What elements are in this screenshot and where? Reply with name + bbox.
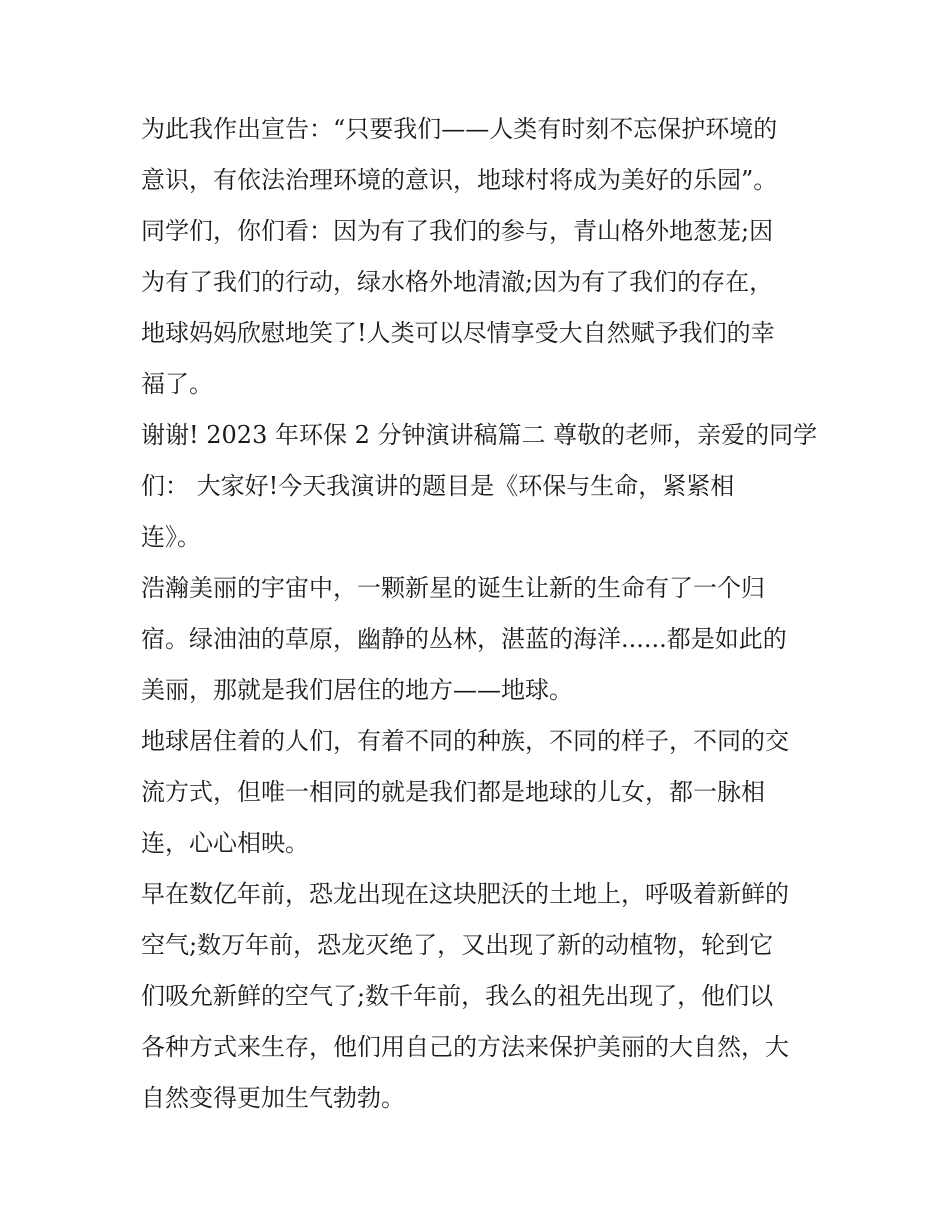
text-line: 谢谢! 2023 年环保 2 分钟演讲稿篇二 尊敬的老师，亲爱的同学 [141, 421, 818, 449]
text-line: 为有了我们的行动，绿水格外地清澈;因为有了我们的存在， [141, 268, 774, 296]
text-line: 福了。 [141, 370, 213, 398]
text-line: 浩瀚美丽的宇宙中，一颗新星的诞生让新的生命有了一个归 [141, 574, 765, 602]
text-line: 空气;数万年前，恐龙灭绝了，又出现了新的动植物，轮到它 [141, 931, 774, 959]
text-line: 连，心心相映。 [141, 829, 309, 857]
text-line: 自然变得更加生气勃勃。 [141, 1084, 405, 1112]
text-line: 为此我作出宣告：“只要我们——人类有时刻不忘保护环境的 [141, 115, 778, 143]
text-line: 意识，有依法治理环境的意识，地球村将成为美好的乐园”。 [141, 166, 778, 194]
text-line: 地球居住着的人们，有着不同的种族，不同的样子，不同的交 [141, 727, 789, 755]
speech-text-body [141, 104, 821, 1124]
text-line: 各种方式来生存，他们用自己的方法来保护美丽的大自然，大 [141, 1033, 789, 1061]
text-line: 同学们，你们看：因为有了我们的参与，青山格外地葱茏;因 [141, 217, 774, 245]
text-line: 们吸允新鲜的空气了;数千年前，我么的祖先出现了，他们以 [141, 982, 774, 1010]
text-line: 流方式，但唯一相同的就是我们都是地球的儿女，都一脉相 [141, 778, 765, 806]
text-line: 早在数亿年前，恐龙出现在这块肥沃的土地上，呼吸着新鲜的 [141, 880, 789, 908]
text-line: 美丽，那就是我们居住的地方——地球。 [141, 676, 573, 704]
text-line: 连》。 [141, 523, 201, 551]
text-line: 们： 大家好!今天我演讲的题目是《环保与生命，紧紧相 [141, 472, 735, 500]
text-line: 宿。绿油油的草原，幽静的丛林，湛蓝的海洋......都是如此的 [141, 625, 787, 653]
text-line: 地球妈妈欣慰地笑了!人类可以尽情享受大自然赋予我们的幸 [141, 319, 775, 347]
